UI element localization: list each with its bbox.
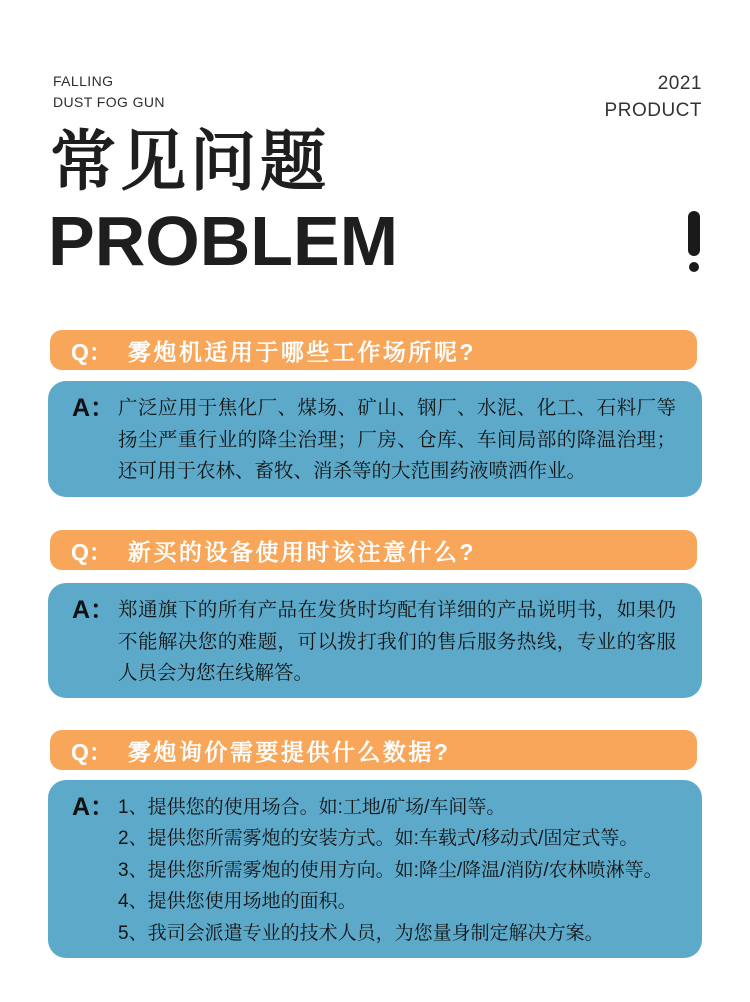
page-title-zh: 常见问题 (50, 124, 330, 198)
edition-text (605, 70, 702, 124)
question-label: Q： (71, 338, 112, 365)
brand-text (53, 71, 165, 113)
answer-label: A： (72, 793, 116, 821)
answer-label: A： (72, 394, 116, 422)
answer-label: A： (72, 596, 116, 624)
question-text: 新买的设备使用时该注意什么? (127, 538, 476, 565)
question-label: Q： (71, 538, 112, 565)
answer-text: 广泛应用于焦化厂、煤场、矿山、钢厂、水泥、化工、石料厂等扬尘严重行业的降尘治理；厂房、仓库、车间局部的降温治理；还可用于农林、畜牧、消杀等的大范围药液喷洒作业。 (118, 397, 676, 482)
answer-box-1 (48, 381, 702, 497)
exclamation-icon-dot (689, 262, 699, 272)
question-bar-2 (50, 530, 697, 570)
exclamation-icon-bar (688, 211, 700, 256)
answer-text: 郑通旗下的所有产品在发货时均配有详细的产品说明书，如果仍不能解决您的难题，可以拨打我们的售后服务热线，专业的客服人员会为您在线解答。 (118, 599, 676, 684)
answer-box-3 (48, 780, 702, 958)
question-text: 雾炮机适用于哪些工作场所呢? (127, 338, 476, 365)
question-bar-1 (50, 330, 697, 370)
answer-list-item: 4、提供您使用场地的面积。 (118, 891, 357, 913)
question-bar-3 (50, 730, 697, 770)
answer-list-item: 2、提供您所需雾炮的安装方式。如:车载式/移动式/固定式等。 (118, 828, 639, 850)
answer-list-item: 5、我司会派遣专业的技术人员，为您量身制定解决方案。 (118, 922, 604, 944)
answer-list-item: 3、提供您所需雾炮的使用方向。如:降尘/降温/消防/农林喷淋等。 (118, 859, 663, 881)
brand-line-2: DUST FOG GUN (53, 94, 165, 110)
question-label: Q： (71, 738, 112, 765)
question-text: 雾炮询价需要提供什么数据? (127, 738, 451, 765)
edition-product-label: PRODUCT (604, 100, 702, 121)
answer-list-item: 1、提供您的使用场合。如:工地/矿场/车间等。 (118, 797, 506, 818)
answer-list (118, 792, 676, 949)
answer-box-2 (48, 583, 702, 698)
edition-year: 2021 (657, 73, 702, 94)
brand-line-1: FALLING (53, 73, 114, 89)
page-title-en: PROBLEM (48, 202, 398, 280)
